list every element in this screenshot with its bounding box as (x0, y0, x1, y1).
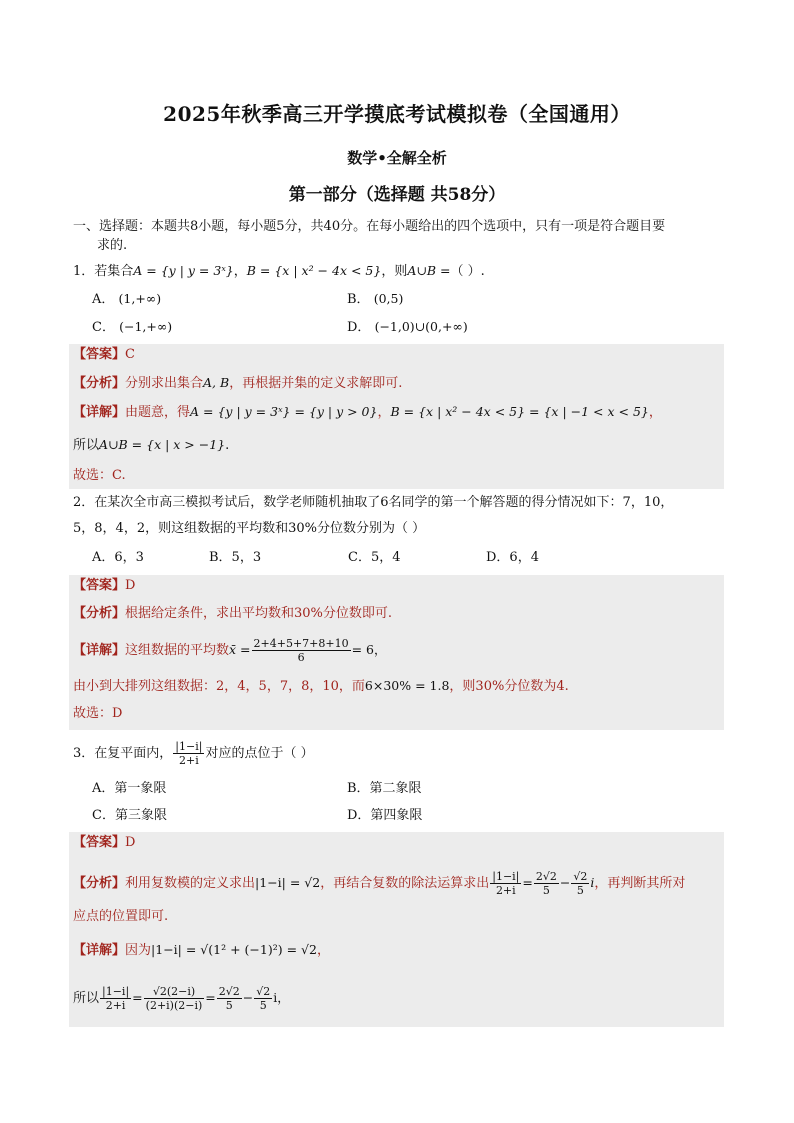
fraction-denominator: 5 (225, 999, 233, 1012)
q2-answer-value: D (125, 578, 136, 593)
q1-option-d-label: D． (347, 320, 371, 335)
detail-label: 【详解】 (73, 405, 126, 420)
q2-option-d: D．6，4 (486, 550, 539, 565)
fraction-denominator: 5 (576, 884, 584, 897)
q1-option-a (92, 290, 161, 309)
section-heading: 第一部分（选择题 共58分） (288, 185, 506, 205)
q1-option-a-value: (1,+∞) (118, 291, 162, 306)
section-intro-line1: 一、选择题：本题共8小题，每小题5分，共40分。在每小题给出的四个选项中，只有一项是符合题目要 (73, 219, 666, 234)
q3-analysis-imag: i (590, 875, 595, 890)
q1-option-d-value: (−1,0)∪(0,+∞) (374, 319, 468, 334)
fraction-numerator: √2 (573, 870, 588, 883)
q3-analysis-fraction2 (534, 870, 559, 897)
q1-analysis-text: 分别求出集合 (125, 376, 204, 391)
analysis-label: 【分析】 (73, 376, 126, 391)
detail-label: 【详解】 (73, 643, 126, 658)
q1-option-b-label: B． (347, 292, 370, 307)
q1-union: A∪B = (407, 263, 451, 278)
q1-so-text: 所以 (73, 438, 100, 453)
q1-option-b (347, 290, 403, 309)
q2-choose: 故选：D (73, 706, 123, 721)
q3-stem-text: 3．在复平面内， (73, 746, 173, 761)
q3-so-equals2: = (205, 990, 216, 1005)
q2-fraction-numerator: 2+4+5+7+8+10 (253, 637, 349, 650)
q1-option-a-label: A． (92, 292, 115, 307)
q2-analysis (73, 605, 392, 623)
q1-stem (73, 262, 485, 281)
q3-analysis-minus: − (559, 875, 571, 890)
q3-analysis-text3: ，再判断其所对 (594, 876, 686, 891)
q2-option-b: B．5，3 (209, 550, 262, 565)
q1-option-c-label: C． (92, 320, 115, 335)
q3-so-minus: − (242, 990, 254, 1005)
q1-so-end: . (225, 438, 230, 453)
fraction-numerator: |1−i| (492, 870, 520, 883)
q3-analysis-fraction1 (490, 870, 521, 897)
q3-detail (73, 941, 330, 960)
q1-detail-sep: ， (377, 405, 391, 420)
q1-stem-end: （ ）. (450, 264, 485, 279)
q1-set-a: A = {y | y = 3ˣ} (133, 263, 234, 278)
q3-analysis-eq: |1−i| = √2 (255, 875, 321, 890)
q3-so-fraction4 (254, 985, 272, 1012)
q3-so-end: i， (273, 990, 290, 1005)
answer-label: 【答案】 (73, 835, 126, 850)
q2-sort (73, 677, 569, 696)
q3-so-text: 所以 (73, 991, 100, 1006)
q1-choose: 故选：C. (73, 468, 126, 483)
fraction-denominator: 5 (542, 884, 550, 897)
q1-so (73, 436, 229, 455)
analysis-label: 【分析】 (73, 876, 126, 891)
q1-detail-eq2: B = {x | x² − 4x < 5} = {x | −1 < x < 5} (390, 404, 649, 419)
q3-option-c: C．第三象限 (92, 808, 167, 823)
q1-analysis (73, 374, 402, 393)
q3-analysis-line2: 应点的位置即可. (73, 909, 169, 924)
q1-answer (73, 346, 135, 364)
q2-analysis-text: 根据给定条件，求出平均数和30%分位数即可. (125, 606, 393, 621)
page-subtitle: 数学•全解全析 (347, 149, 447, 167)
q3-analysis-equals: = (522, 875, 533, 890)
q1-detail-eq1: A = {y | y = 3ˣ} = {y | y > 0} (190, 404, 378, 419)
section-intro-line2: 求的. (97, 238, 128, 253)
q3-so-fraction2 (144, 985, 205, 1012)
page-title: 2025年秋季高三开学摸底考试模拟卷（全国通用） (163, 102, 631, 126)
q2-answer (73, 577, 135, 595)
q3-analysis (73, 870, 685, 897)
q3-stem-fraction (173, 740, 204, 767)
q2-mean-symbol: x̄ = (229, 642, 251, 657)
fraction-numerator: 2√2 (535, 870, 557, 883)
q3-option-b: B．第二象限 (347, 781, 422, 796)
q3-so-fraction1 (100, 985, 131, 1012)
q1-set-b: B = {x | x² − 4x < 5} (246, 263, 382, 278)
q3-detail-eq: |1−i| = √(1² + (−1)²) = √2 (151, 942, 317, 957)
q1-detail-text: 由题意，得 (125, 405, 191, 420)
q1-option-d (347, 318, 468, 337)
q2-fraction-denominator: 6 (297, 651, 305, 664)
q3-fraction-numerator: |1−i| (175, 740, 203, 753)
fraction-denominator: (2+i)(2−i) (145, 999, 203, 1012)
q3-answer (73, 834, 135, 852)
q2-sort-text: 由小到大排列这组数据：2，4，5，7，8，10，而 (73, 679, 365, 694)
q2-stem-line1: 2．在某次全市高三模拟考试后，数学老师随机抽取了6名同学的第一个解答题的得分情况如下：7，10， (73, 495, 674, 510)
q2-mean-result: = 6， (351, 642, 387, 657)
fraction-numerator: √2(2−i) (144, 985, 205, 999)
fraction-denominator: 2+i (105, 999, 126, 1012)
fraction-numerator: √2 (256, 985, 271, 998)
q2-detail-text: 这组数据的平均数 (125, 643, 230, 658)
q2-mean-fraction (252, 637, 351, 664)
analysis-label: 【分析】 (73, 606, 126, 621)
q1-sep: ， (233, 264, 247, 279)
q3-so-fraction3 (217, 985, 242, 1012)
q1-so-eq: A∪B = {x | x > −1} (99, 437, 226, 452)
fraction-numerator: |1−i| (102, 985, 130, 998)
q2-sort-eq: 6×30% = 1.8 (364, 678, 450, 693)
q1-detail-end: ， (648, 405, 662, 420)
q3-so-equals: = (132, 990, 143, 1005)
q1-option-b-value: (0,5) (373, 291, 404, 306)
q2-stem-line2: 5，8，4，2，则这组数据的平均数和30%分位数分别为（ ） (73, 521, 426, 536)
q2-option-c: C．5，4 (348, 550, 401, 565)
q3-fraction-denominator: 2+i (178, 754, 199, 767)
q3-analysis-text2: ，再结合复数的除法运算求出 (320, 876, 490, 891)
q3-analysis-text: 利用复数模的定义求出 (125, 876, 256, 891)
q1-answer-value: C (125, 347, 135, 362)
q1-analysis-sets: A, B (203, 375, 230, 390)
fraction-denominator: 5 (259, 999, 267, 1012)
q3-option-a: A．第一象限 (92, 781, 167, 796)
detail-label: 【详解】 (73, 943, 126, 958)
q3-stem-text2: 对应的点位于（ ） (205, 746, 314, 761)
q3-detail-text: 因为 (125, 943, 152, 958)
q1-stem-text2: ，则 (381, 264, 408, 279)
fraction-denominator: 2+i (495, 884, 516, 897)
q3-answer-value: D (125, 835, 136, 850)
q3-option-d: D．第四象限 (347, 808, 423, 823)
fraction-numerator: 2√2 (218, 985, 240, 998)
q2-sort-text2: ，则30%分位数为4. (449, 679, 569, 694)
answer-label: 【答案】 (73, 347, 126, 362)
q3-detail-end: ， (316, 943, 330, 958)
q1-analysis-text2: ，再根据并集的定义求解即可. (229, 376, 403, 391)
q1-option-c-value: (−1,+∞) (119, 319, 173, 334)
q3-stem (73, 740, 314, 767)
q2-detail (73, 637, 387, 664)
q1-detail (73, 403, 662, 422)
q1-stem-text: 1．若集合 (73, 264, 134, 279)
answer-label: 【答案】 (73, 578, 126, 593)
q1-option-c (92, 318, 172, 337)
q3-analysis-fraction3 (571, 870, 589, 897)
q2-option-a: A．6，3 (92, 550, 144, 565)
q3-so (73, 985, 290, 1012)
